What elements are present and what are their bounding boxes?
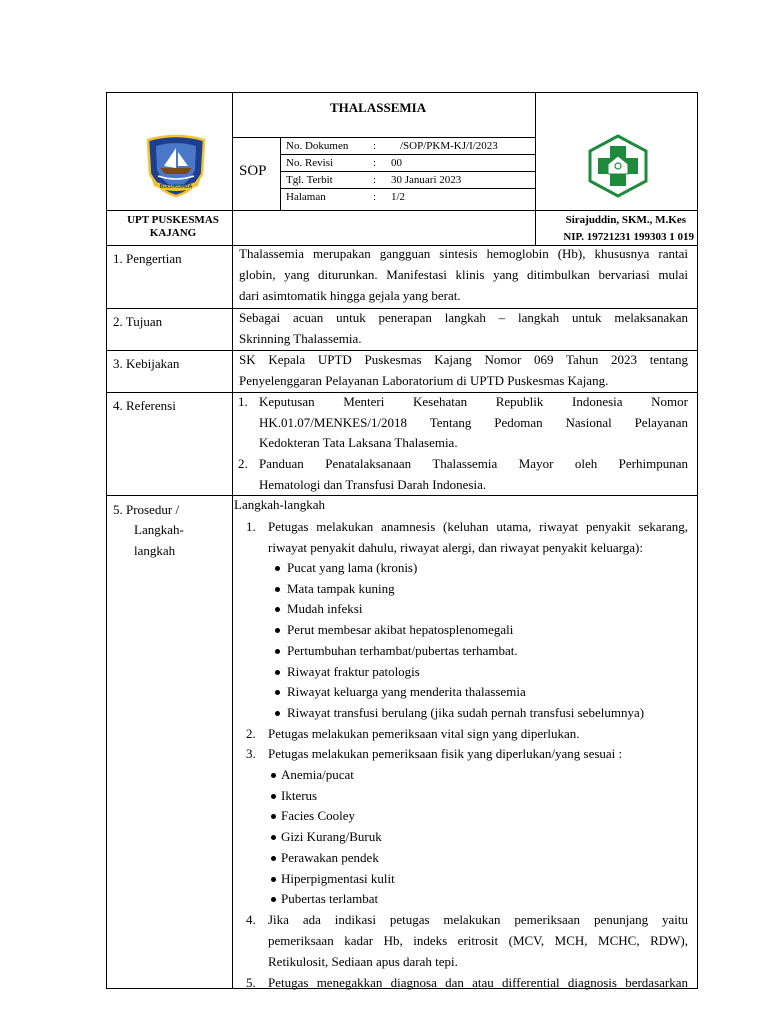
pengertian-text: globin, yang diturunkan. Manifestasi klinis yang ditimbulkan bervariasi mulai [239,267,688,282]
physical-finding-item: Perawakan pendek [281,850,379,865]
title-bottom-line [232,137,536,138]
step-text: Petugas melakukan pemeriksaan vital sign yang diperlukan. [268,726,580,741]
step-number: 5. [246,975,256,990]
meta-sep: : [373,191,377,203]
step-text: Jika ada indikasi petugas melakukan pemeriksaan penunjang yaitu [268,912,688,927]
step-number: 3. [246,746,256,761]
bullet-dot [271,814,276,819]
prosedur-heading: Langkah-langkah [234,497,325,512]
meta-value: 1/2 [391,191,406,203]
symptom-item: Riwayat transfusi berulang (jika sudah pernah transfusi sebelumnya) [287,705,645,720]
label-column-divider [232,245,233,989]
bullet-dot [271,773,276,778]
kebijakan-text: Penyelenggaran Pelayanan Laboratorium di UPTD Puskesmas Kajang. [239,373,609,388]
tujuan-text: Sebagai acuan untuk penerapan langkah – langkah untuk melaksanakan [239,310,688,325]
symptom-item: Pucat yang lama (kronis) [287,560,418,575]
org-name-line2: KAJANG [149,227,197,239]
referensi-item: Keputusan Menteri Kesehatan Republik Indonesia Nomor [259,394,688,409]
bullet-dot [271,835,276,840]
bullet-dot [275,587,280,592]
meta-label: Halaman [286,191,326,203]
bullet-dot [275,690,280,695]
symptom-item: Perut membesar akibat hepatosplenomegali [287,622,514,637]
symptom-item: Mata tampak kuning [287,581,395,596]
section-divider [106,495,698,496]
referensi-item: HK.01.07/MENKES/1/2018 Tentang Pedoman Nasional Pelayanan [259,415,688,430]
section-label-prosedur-line: langkah [134,543,176,558]
meta-row-line [280,171,536,172]
pengertian-text: dari asimtomatik hingga gejala yang berat. [239,288,461,303]
signer-name: Sirajuddin, SKM., M.Kes [565,214,686,226]
step-text: Retikulosit, Sediaan apus darah tepi. [268,954,458,969]
bullet-dot [275,670,280,675]
meta-label: No. Revisi [286,157,334,169]
meta-sep: : [373,174,377,186]
symptom-item: Riwayat keluarga yang menderita thalassemia [287,684,526,699]
step-number: 2. [246,726,256,741]
signer-nip: NIP. 19721231 199303 1 019 [563,231,694,243]
bullet-dot [275,566,280,571]
org-name: UPT PUSKESMAS [127,214,219,226]
meta-label: Tgl. Terbit [286,174,333,186]
meta-label: No. Dokumen [286,140,349,152]
document-title: THALASSEMIA [330,100,427,115]
bullet-dot [275,649,280,654]
step-text: Petugas menegakkan diagnosa dan atau differential diagnosis berdasarkan [268,975,688,990]
tujuan-text: Skrinning Thalassemia. [239,331,362,346]
meta-value: 30 Januari 2023 [391,174,462,186]
logo-row-bottom [106,210,698,211]
physical-finding-item: Ikterus [281,788,318,803]
kebijakan-text: SK Kepala UPTD Puskesmas Kajang Nomor 069 Tahun 2023 tentang [239,352,688,367]
sop-divider [280,137,281,210]
meta-row-line [280,188,536,189]
section-label-prosedur-line: Langkah- [134,522,184,537]
physical-finding-item: Facies Cooley [281,808,356,823]
section-label-referensi: 4. Referensi [113,398,176,413]
bullet-dot [275,711,280,716]
bullet-dot [271,856,276,861]
bullet-dot [271,794,276,799]
step-text: riwayat penyakit dahulu, riwayat alergi, dan riwayat penyakit keluarga): [268,540,643,555]
sop-label: SOP [239,163,267,179]
section-divider [106,350,698,351]
physical-finding-item: Gizi Kurang/Buruk [281,829,382,844]
header-divider-right [535,92,536,245]
meta-sep: : [373,157,377,169]
bullet-dot [271,897,276,902]
symptom-item: Riwayat fraktur patologis [287,664,420,679]
section-label-tujuan: 2. Tujuan [113,314,163,329]
meta-row-line [280,154,536,155]
step-number: 4. [246,912,256,927]
section-divider [106,308,698,309]
bullet-dot [271,877,276,882]
physical-finding-item: Hiperpigmentasi kulit [281,871,395,886]
step-number: 1. [246,519,256,534]
step-text: Petugas melakukan anamnesis (keluhan utama, riwayat penyakit sekarang, [268,519,688,534]
referensi-number: 2. [238,456,248,471]
section-divider [106,392,698,393]
bullet-dot [275,607,280,612]
header-divider-left [232,92,233,245]
symptom-item: Mudah infeksi [287,601,363,616]
pengertian-text: Thalassemia merupakan gangguan sintesis hemoglobin (Hb), khususnya rantai [239,246,688,261]
referensi-item: Panduan Penatalaksanaan Thalassemia Mayor oleh Perhimpunan [259,456,688,471]
puskesmas-cross-logo [584,134,652,198]
section-label-pengertian: 1. Pengertian [113,251,182,266]
section-label-prosedur: 5. Prosedur / [113,502,180,517]
referensi-number: 1. [238,394,248,409]
symptom-item: Pertumbuhan terhambat/pubertas terhambat. [287,643,518,658]
meta-value: /SOP/PKM-KJ/I/2023 [400,140,498,152]
bullet-dot [275,628,280,633]
step-text: pemeriksaan kadar Hb, indeks eritrosit (MCV, MCH, MCHC, RDW), [268,933,688,948]
bulukumba-emblem-logo [142,134,210,198]
section-label-kebijakan: 3. Kebijakan [113,356,180,371]
meta-sep: : [373,140,377,152]
referensi-item: Hematologi dan Transfusi Darah Indonesia. [259,477,487,492]
physical-finding-item: Pubertas terlambat [281,891,379,906]
logo-motto-text: BULUKUMBA [159,184,193,190]
meta-value: 00 [391,157,402,169]
step-text: Petugas melakukan pemeriksaan fisik yang diperlukan/yang sesuai : [268,746,623,761]
referensi-item: Kedokteran Tata Laksana Thalasemia. [259,435,458,450]
physical-finding-item: Anemia/pucat [281,767,354,782]
